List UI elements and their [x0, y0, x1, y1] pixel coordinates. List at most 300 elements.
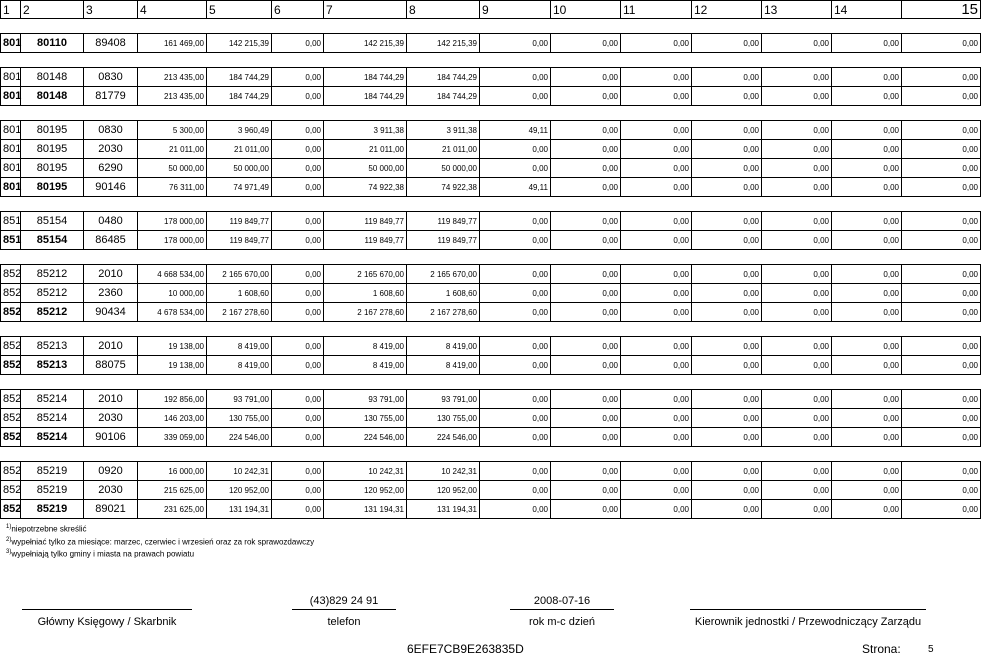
chapter-cell: 80195 [21, 140, 84, 159]
section-cell: 852 [1, 462, 21, 481]
spacer-cell [207, 106, 272, 121]
paragraph-cell: 2030 [84, 481, 138, 500]
amount-cell: 0,00 [621, 231, 692, 250]
spacer-cell [407, 250, 480, 265]
amount-cell: 0,00 [832, 462, 902, 481]
spacer-cell [551, 375, 621, 390]
amount-cell: 119 849,77 [324, 212, 407, 231]
amount-cell: 130 755,00 [207, 409, 272, 428]
chapter-cell: 80148 [21, 87, 84, 106]
footnotes [6, 522, 314, 560]
amount-cell: 119 849,77 [324, 231, 407, 250]
signature-date: 2008-07-16 rok m-c dzień [510, 595, 614, 628]
amount-cell: 0,00 [272, 481, 324, 500]
subtotal-row [1, 87, 981, 106]
amount-cell: 0,00 [832, 356, 902, 375]
amount-cell: 0,00 [832, 265, 902, 284]
amount-cell: 0,00 [551, 265, 621, 284]
spacer-cell [84, 447, 138, 462]
spacer-cell [207, 322, 272, 337]
amount-cell: 0,00 [762, 231, 832, 250]
spacer-cell [480, 53, 551, 68]
amount-cell: 2 167 278,60 [207, 303, 272, 322]
amount-cell: 0,00 [832, 212, 902, 231]
spacer-cell [692, 19, 762, 34]
column-number: 7 [324, 1, 407, 19]
spacer-cell [480, 375, 551, 390]
table-row [1, 140, 981, 159]
spacer-cell [551, 106, 621, 121]
spacer-cell [832, 197, 902, 212]
signature-line [510, 609, 614, 610]
amount-cell: 10 242,31 [207, 462, 272, 481]
chapter-cell: 85214 [21, 390, 84, 409]
amount-cell: 0,00 [692, 500, 762, 519]
amount-cell: 0,00 [832, 159, 902, 178]
group-spacer [1, 19, 981, 34]
amount-cell: 0,00 [621, 500, 692, 519]
paragraph-cell: 89408 [84, 34, 138, 53]
spacer-cell [207, 53, 272, 68]
amount-cell: 0,00 [902, 462, 981, 481]
amount-cell: 0,00 [480, 231, 551, 250]
spacer-cell [1, 53, 21, 68]
spacer-cell [692, 322, 762, 337]
amount-cell: 0,00 [272, 68, 324, 87]
spacer-cell [762, 106, 832, 121]
spacer-cell [902, 322, 981, 337]
amount-cell: 10 242,31 [324, 462, 407, 481]
amount-cell: 0,00 [692, 178, 762, 197]
amount-cell: 0,00 [551, 284, 621, 303]
amount-cell: 0,00 [272, 34, 324, 53]
spacer-cell [324, 53, 407, 68]
amount-cell: 0,00 [480, 159, 551, 178]
amount-cell: 120 952,00 [207, 481, 272, 500]
section-cell: 852 [1, 265, 21, 284]
spacer-cell [407, 447, 480, 462]
spacer-cell [138, 53, 207, 68]
spacer-cell [480, 447, 551, 462]
amount-cell: 0,00 [762, 121, 832, 140]
amount-cell: 0,00 [762, 428, 832, 447]
amount-cell: 0,00 [692, 121, 762, 140]
amount-cell: 0,00 [762, 212, 832, 231]
amount-cell: 21 011,00 [138, 140, 207, 159]
spacer-cell [621, 197, 692, 212]
amount-cell: 0,00 [272, 500, 324, 519]
amount-cell: 131 194,31 [207, 500, 272, 519]
amount-cell: 0,00 [480, 212, 551, 231]
amount-cell: 49,11 [480, 121, 551, 140]
amount-cell: 0,00 [762, 87, 832, 106]
amount-cell: 0,00 [621, 68, 692, 87]
chapter-cell: 80148 [21, 68, 84, 87]
amount-cell: 74 922,38 [324, 178, 407, 197]
amount-cell: 1 608,60 [407, 284, 480, 303]
amount-cell: 0,00 [902, 409, 981, 428]
amount-cell: 0,00 [551, 178, 621, 197]
section-cell: 801 [1, 178, 21, 197]
amount-cell: 0,00 [272, 356, 324, 375]
amount-cell: 0,00 [551, 68, 621, 87]
amount-cell: 0,00 [272, 178, 324, 197]
paragraph-cell: 90146 [84, 178, 138, 197]
spacer-cell [902, 19, 981, 34]
amount-cell: 0,00 [902, 121, 981, 140]
table-row [1, 212, 981, 231]
spacer-cell [480, 250, 551, 265]
page-label: Strona: [862, 642, 901, 656]
spacer-cell [138, 375, 207, 390]
amount-cell: 49,11 [480, 178, 551, 197]
spacer-cell [272, 19, 324, 34]
amount-cell: 2 165 670,00 [324, 265, 407, 284]
spacer-cell [902, 375, 981, 390]
amount-cell: 50 000,00 [207, 159, 272, 178]
amount-cell: 0,00 [621, 284, 692, 303]
spacer-cell [407, 106, 480, 121]
header-row [1, 1, 981, 19]
amount-cell: 0,00 [692, 337, 762, 356]
spacer-cell [21, 250, 84, 265]
amount-cell: 0,00 [480, 265, 551, 284]
spacer-cell [272, 322, 324, 337]
spacer-cell [762, 250, 832, 265]
group-spacer [1, 322, 981, 337]
amount-cell: 0,00 [832, 500, 902, 519]
amount-cell: 4 668 534,00 [138, 265, 207, 284]
chapter-cell: 85219 [21, 500, 84, 519]
spacer-cell [207, 447, 272, 462]
spacer-cell [21, 53, 84, 68]
footnote-1: $^{1)}$niepotrzebne skreślić [6, 524, 87, 534]
spacer-cell [84, 375, 138, 390]
amount-cell: 21 011,00 [324, 140, 407, 159]
amount-cell: 119 849,77 [407, 212, 480, 231]
amount-cell: 0,00 [902, 500, 981, 519]
section-cell: 852 [1, 337, 21, 356]
chapter-cell: 85154 [21, 231, 84, 250]
spacer-cell [762, 19, 832, 34]
spacer-cell [832, 19, 902, 34]
amount-cell: 231 625,00 [138, 500, 207, 519]
table-row [1, 159, 981, 178]
spacer-cell [832, 375, 902, 390]
column-number: 8 [407, 1, 480, 19]
amount-cell: 0,00 [272, 265, 324, 284]
amount-cell: 0,00 [480, 462, 551, 481]
amount-cell: 130 755,00 [324, 409, 407, 428]
table-row [1, 481, 981, 500]
spacer-cell [832, 322, 902, 337]
amount-cell: 0,00 [621, 34, 692, 53]
amount-cell: 0,00 [832, 284, 902, 303]
column-number: 13 [762, 1, 832, 19]
section-cell: 852 [1, 500, 21, 519]
amount-cell: 0,00 [692, 68, 762, 87]
spacer-cell [902, 250, 981, 265]
amount-cell: 0,00 [692, 231, 762, 250]
amount-cell: 0,00 [551, 231, 621, 250]
amount-cell: 0,00 [621, 409, 692, 428]
paragraph-cell: 0480 [84, 212, 138, 231]
amount-cell: 0,00 [272, 303, 324, 322]
table-row [1, 265, 981, 284]
chapter-cell: 80195 [21, 178, 84, 197]
column-number: 15 [902, 1, 981, 19]
paragraph-cell: 86485 [84, 231, 138, 250]
amount-cell: 21 011,00 [207, 140, 272, 159]
section-cell: 801 [1, 68, 21, 87]
spacer-cell [21, 447, 84, 462]
amount-cell: 0,00 [762, 390, 832, 409]
spacer-cell [324, 375, 407, 390]
column-number: 6 [272, 1, 324, 19]
amount-cell: 184 744,29 [324, 68, 407, 87]
amount-cell: 8 419,00 [407, 337, 480, 356]
spacer-cell [551, 197, 621, 212]
spacer-cell [621, 53, 692, 68]
spacer-cell [138, 197, 207, 212]
spacer-cell [1, 250, 21, 265]
amount-cell: 120 952,00 [407, 481, 480, 500]
amount-cell: 0,00 [621, 140, 692, 159]
amount-cell: 19 138,00 [138, 356, 207, 375]
amount-cell: 0,00 [902, 178, 981, 197]
amount-cell: 0,00 [551, 303, 621, 322]
spacer-cell [407, 197, 480, 212]
amount-cell: 0,00 [832, 121, 902, 140]
spacer-cell [84, 197, 138, 212]
amount-cell: 0,00 [272, 140, 324, 159]
spacer-cell [762, 447, 832, 462]
amount-cell: 0,00 [551, 140, 621, 159]
spacer-cell [407, 53, 480, 68]
paragraph-cell: 0830 [84, 68, 138, 87]
section-cell: 852 [1, 303, 21, 322]
amount-cell: 0,00 [762, 159, 832, 178]
table-row [1, 337, 981, 356]
spacer-cell [621, 19, 692, 34]
column-number: 14 [832, 1, 902, 19]
amount-cell: 50 000,00 [138, 159, 207, 178]
amount-cell: 0,00 [692, 140, 762, 159]
amount-cell: 5 300,00 [138, 121, 207, 140]
paragraph-cell: 0830 [84, 121, 138, 140]
amount-cell: 0,00 [551, 409, 621, 428]
amount-cell: 0,00 [832, 140, 902, 159]
chapter-cell: 85213 [21, 337, 84, 356]
amount-cell: 0,00 [832, 481, 902, 500]
amount-cell: 0,00 [832, 68, 902, 87]
signature-phone: (43)829 24 91 telefon [292, 595, 396, 628]
amount-cell: 3 911,38 [324, 121, 407, 140]
section-cell: 852 [1, 284, 21, 303]
spacer-cell [480, 322, 551, 337]
spacer-cell [480, 106, 551, 121]
spacer-cell [692, 447, 762, 462]
amount-cell: 0,00 [551, 159, 621, 178]
amount-cell: 2 165 670,00 [407, 265, 480, 284]
amount-cell: 0,00 [902, 481, 981, 500]
amount-cell: 1 608,60 [324, 284, 407, 303]
spacer-cell [832, 250, 902, 265]
amount-cell: 184 744,29 [207, 68, 272, 87]
spacer-cell [762, 53, 832, 68]
amount-cell: 0,00 [902, 356, 981, 375]
amount-cell: 3 960,49 [207, 121, 272, 140]
amount-cell: 0,00 [551, 212, 621, 231]
amount-cell: 0,00 [762, 500, 832, 519]
amount-cell: 142 215,39 [407, 34, 480, 53]
amount-cell: 0,00 [762, 68, 832, 87]
spacer-cell [1, 106, 21, 121]
spacer-cell [324, 250, 407, 265]
amount-cell: 0,00 [832, 428, 902, 447]
spacer-cell [832, 53, 902, 68]
amount-cell: 0,00 [832, 178, 902, 197]
amount-cell: 0,00 [832, 390, 902, 409]
paragraph-cell: 2010 [84, 390, 138, 409]
chapter-cell: 85154 [21, 212, 84, 231]
spacer-cell [324, 19, 407, 34]
amount-cell: 0,00 [621, 390, 692, 409]
page-number: 5 [928, 644, 934, 655]
spacer-cell [207, 375, 272, 390]
section-cell: 801 [1, 159, 21, 178]
spacer-cell [272, 53, 324, 68]
spacer-cell [1, 375, 21, 390]
amount-cell: 0,00 [692, 159, 762, 178]
amount-cell: 0,00 [621, 121, 692, 140]
amount-cell: 0,00 [762, 356, 832, 375]
amount-cell: 224 546,00 [207, 428, 272, 447]
amount-cell: 0,00 [551, 337, 621, 356]
amount-cell: 0,00 [480, 68, 551, 87]
spacer-cell [692, 197, 762, 212]
column-number: 4 [138, 1, 207, 19]
amount-cell: 119 849,77 [407, 231, 480, 250]
spacer-cell [207, 197, 272, 212]
amount-cell: 0,00 [692, 409, 762, 428]
spacer-cell [551, 53, 621, 68]
document-code: 6EFE7CB9E263835D [407, 642, 524, 656]
section-cell: 852 [1, 481, 21, 500]
group-spacer [1, 53, 981, 68]
spacer-cell [1, 322, 21, 337]
amount-cell: 0,00 [902, 390, 981, 409]
spacer-cell [621, 447, 692, 462]
amount-cell: 0,00 [902, 428, 981, 447]
spacer-cell [902, 447, 981, 462]
paragraph-cell: 2360 [84, 284, 138, 303]
amount-cell: 0,00 [832, 231, 902, 250]
amount-cell: 0,00 [272, 428, 324, 447]
amount-cell: 0,00 [480, 390, 551, 409]
spacer-cell [407, 375, 480, 390]
section-cell: 852 [1, 428, 21, 447]
section-cell: 852 [1, 356, 21, 375]
amount-cell: 0,00 [621, 87, 692, 106]
amount-cell: 0,00 [692, 390, 762, 409]
signature-line [22, 609, 192, 610]
spacer-cell [324, 447, 407, 462]
spacer-cell [324, 106, 407, 121]
column-number: 10 [551, 1, 621, 19]
amount-cell: 0,00 [902, 284, 981, 303]
spacer-cell [1, 19, 21, 34]
group-spacer [1, 197, 981, 212]
spacer-cell [551, 19, 621, 34]
amount-cell: 0,00 [551, 390, 621, 409]
paragraph-cell: 81779 [84, 87, 138, 106]
amount-cell: 0,00 [480, 356, 551, 375]
chapter-cell: 85219 [21, 462, 84, 481]
amount-cell: 0,00 [832, 337, 902, 356]
amount-cell: 0,00 [480, 284, 551, 303]
amount-cell: 0,00 [762, 303, 832, 322]
amount-cell: 213 435,00 [138, 87, 207, 106]
amount-cell: 0,00 [762, 337, 832, 356]
section-cell: 851 [1, 231, 21, 250]
column-number: 1 [1, 1, 21, 19]
group-spacer [1, 106, 981, 121]
amount-cell: 0,00 [621, 178, 692, 197]
amount-cell: 2 167 278,60 [407, 303, 480, 322]
amount-cell: 0,00 [762, 409, 832, 428]
amount-cell: 0,00 [621, 159, 692, 178]
amount-cell: 0,00 [272, 159, 324, 178]
spacer-cell [272, 250, 324, 265]
amount-cell: 8 419,00 [207, 356, 272, 375]
spacer-cell [272, 447, 324, 462]
spacer-cell [138, 322, 207, 337]
amount-cell: 0,00 [621, 337, 692, 356]
amount-cell: 184 744,29 [407, 87, 480, 106]
amount-cell: 1 608,60 [207, 284, 272, 303]
spacer-cell [832, 106, 902, 121]
subtotal-row [1, 500, 981, 519]
section-cell: 801 [1, 121, 21, 140]
signature-accountant: Główny Księgowy / Skarbnik [22, 595, 192, 628]
amount-cell: 0,00 [762, 284, 832, 303]
spacer-cell [692, 106, 762, 121]
amount-cell: 93 791,00 [324, 390, 407, 409]
amount-cell: 0,00 [272, 87, 324, 106]
spacer-cell [480, 197, 551, 212]
amount-cell: 0,00 [272, 462, 324, 481]
amount-cell: 10 000,00 [138, 284, 207, 303]
paragraph-cell: 2030 [84, 140, 138, 159]
section-cell: 801 [1, 87, 21, 106]
spacer-cell [21, 197, 84, 212]
amount-cell: 0,00 [832, 303, 902, 322]
spacer-cell [324, 197, 407, 212]
amount-cell: 0,00 [272, 409, 324, 428]
spacer-cell [621, 375, 692, 390]
amount-cell: 0,00 [480, 337, 551, 356]
spacer-cell [762, 197, 832, 212]
amount-cell: 0,00 [480, 481, 551, 500]
subtotal-row [1, 303, 981, 322]
amount-cell: 0,00 [692, 356, 762, 375]
amount-cell: 19 138,00 [138, 337, 207, 356]
amount-cell: 130 755,00 [407, 409, 480, 428]
subtotal-row [1, 34, 981, 53]
section-cell: 852 [1, 390, 21, 409]
amount-cell: 0,00 [692, 212, 762, 231]
